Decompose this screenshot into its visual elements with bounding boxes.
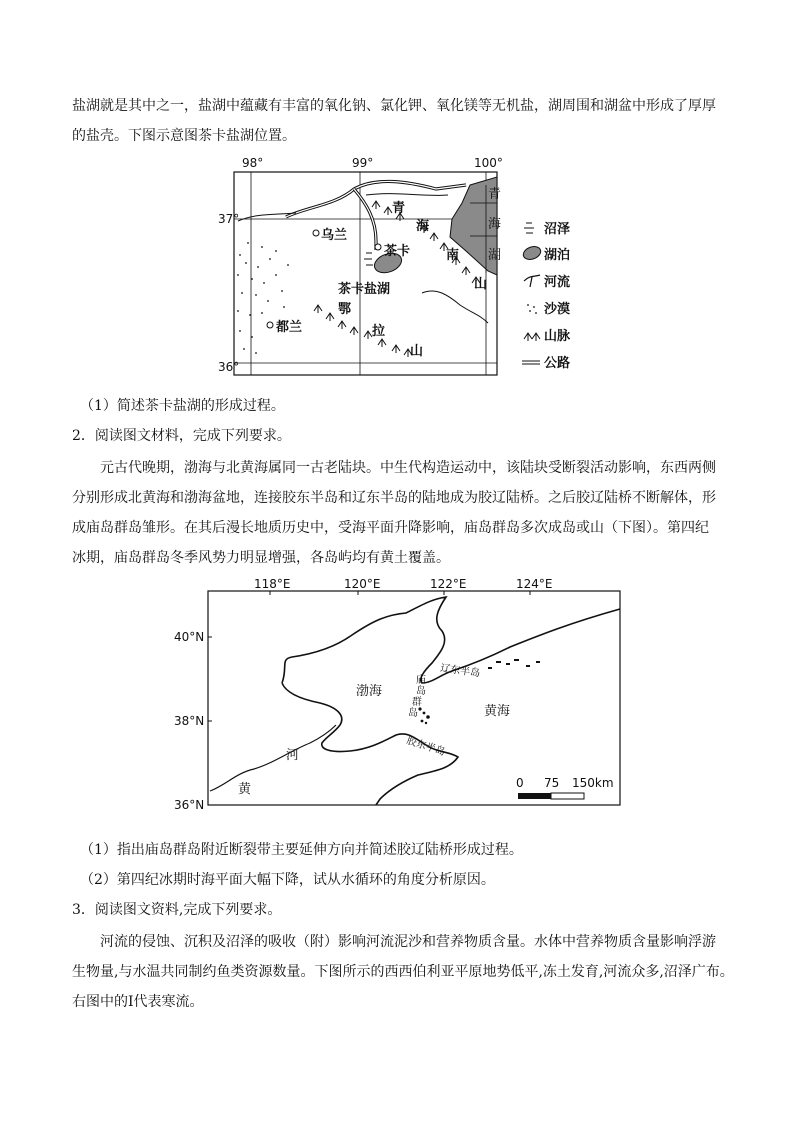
town-chaka-label: 茶卡 (384, 244, 411, 259)
coastline (282, 597, 620, 805)
desert-dots (237, 242, 289, 354)
miaodao-char-2: 岛 (416, 686, 426, 697)
q2-para-line-1: 元古代晚期，渤海与北黄海属同一古老陆块。中生代构造运动中，该陆块受断裂活动影响，东西两侧 (100, 460, 716, 476)
lon-100-label: 100° (474, 156, 503, 170)
qinghai-lake-char-2: 海 (488, 217, 502, 232)
town-dulan-label: 都兰 (276, 320, 303, 335)
legend-mountain-label: 山脉 (544, 329, 571, 344)
legend-lake (521, 244, 570, 263)
river-char-he: 河 (286, 748, 300, 763)
miaodao-char-3: 群 (412, 697, 422, 708)
q1-part1: （1）简述茶卡盐湖的形成过程。 (80, 398, 285, 414)
q2-para-line-2: 分别形成北黄海和渤海盆地，连接胶东半岛和辽东半岛的陆地成为胶辽陆桥。之后胶辽陆桥不断解体，形 (72, 490, 716, 506)
q3-heading: 3．阅读图文资料,完成下列要求。 (72, 902, 282, 918)
road-north (286, 181, 466, 217)
lat-37-label: 37° (218, 212, 240, 226)
mtn-qinghainan-char-2: 海 (416, 219, 430, 234)
legend-road-label: 公路 (544, 356, 571, 371)
lat-38-label: 38°N (174, 714, 205, 728)
river-icon (524, 275, 540, 287)
legend-lake-label: 湖泊 (544, 248, 571, 263)
yellow-river (210, 725, 336, 791)
scale-bar (516, 776, 614, 799)
chaka-salt-lake-label: 茶卡盐湖 (338, 282, 391, 297)
lon-124-label: 124°E (516, 577, 553, 591)
jiaodong-label: 胶东半岛 (405, 735, 447, 759)
lon-122-label: 122°E (430, 577, 467, 591)
lon-98-label: 98° (242, 156, 264, 170)
intro-line-2: 的盐壳。下图示意图茶卡盐湖位置。 (72, 128, 296, 144)
bohai-map (170, 575, 630, 815)
qinghai-lake-char-1: 青 (488, 187, 502, 202)
road-icon (522, 361, 540, 364)
legend-mountain (524, 329, 571, 344)
q2-part1: （1）指出庙岛群岛附近断裂带主要延伸方向并简述胶辽陆桥形成过程。 (80, 842, 523, 858)
legend-river (524, 274, 570, 290)
scale-zero: 0 (516, 776, 524, 790)
q2-heading: 2．阅读图文材料，完成下列要求。 (72, 428, 291, 444)
mtn-elashan-char-3: 山 (410, 344, 424, 359)
lon-118-label: 118°E (254, 577, 291, 591)
mtn-elashan-char-1: 鄂 (338, 302, 352, 317)
lat-36-label: 36° (218, 360, 240, 374)
bohai-label: 渤海 (356, 684, 383, 699)
legend-swamp-label: 沼泽 (544, 222, 571, 237)
q3-para-line-2: 生物量,与水温共同制约鱼类资源数量。下图所示的西西伯利亚平原地势低平,冻土发育,河流众多,沼泽广布。 (72, 964, 734, 980)
river-char-huang: 黄 (238, 782, 252, 797)
q2-para-line-3: 成庙岛群岛雏形。在其后漫长地质历史中，受海平面升降影响，庙岛群岛多次成岛或山（下图）。第四纪 (72, 520, 709, 536)
town-wulan-label: 乌兰 (321, 228, 348, 243)
q3-para-line-1: 河流的侵蚀、沉积及沼泽的吸收（附）影响河流泥沙和营养物质含量。水体中营养物质含量影响浮游 (100, 934, 716, 950)
river-north (366, 194, 448, 196)
qinghai-lake-char-3: 湖 (488, 248, 502, 263)
town-dulan-marker (267, 322, 273, 328)
miaodao-char-1: 庙 (416, 675, 426, 686)
miaodao-char-4: 岛 (408, 708, 418, 719)
miaodao-islands (418, 707, 429, 724)
legend-road (522, 355, 570, 371)
desert-icon (527, 304, 537, 314)
mountain-icon (524, 333, 540, 341)
lon-99-label: 99° (352, 156, 374, 170)
legend-desert (527, 301, 570, 317)
scale-mid: 75 (544, 776, 560, 790)
mtn-elashan-char-2: 拉 (372, 324, 386, 339)
lake-icon (521, 244, 542, 261)
liaodong-label: 辽东半岛 (439, 663, 481, 680)
legend-swamp (524, 221, 570, 237)
huanghai-label: 黄海 (484, 704, 511, 719)
mtn-qinghainan-char-4: 山 (474, 277, 488, 292)
q2-para-line-4: 冰期，庙岛群岛冬季风势力明显增强，各岛屿均有黄土覆盖。 (72, 550, 450, 566)
legend-river-label: 河流 (544, 275, 571, 290)
swamp-marks (364, 253, 373, 265)
chaka-lake-map (218, 155, 606, 380)
q3-para-line-3: 右图中的Ⅰ代表寒流。 (72, 994, 204, 1010)
scale-end: 150km (572, 776, 614, 790)
swamp-icon (524, 223, 534, 233)
lat-36-label: 36°N (174, 798, 205, 812)
liaodong-islands (488, 659, 540, 669)
river-east (422, 291, 488, 323)
lat-40-label: 40°N (174, 630, 205, 644)
mtn-qinghainan-char-1: 青 (392, 201, 406, 216)
town-wulan-marker (313, 230, 319, 236)
q2-part2: （2）第四纪冰期时海平面大幅下降，试从水循环的角度分析原因。 (80, 872, 495, 888)
legend (521, 221, 571, 371)
town-chaka-marker (375, 244, 381, 250)
lon-120-label: 120°E (344, 577, 381, 591)
legend-desert-label: 沙漠 (544, 302, 571, 317)
mtn-qinghainan-char-3: 南 (446, 248, 460, 263)
intro-line-1: 盐湖就是其中之一，盐湖中蕴藏有丰富的氧化钠、氯化钾、氧化镁等无机盐，湖周围和湖盆中形成了厚厚 (72, 98, 716, 114)
